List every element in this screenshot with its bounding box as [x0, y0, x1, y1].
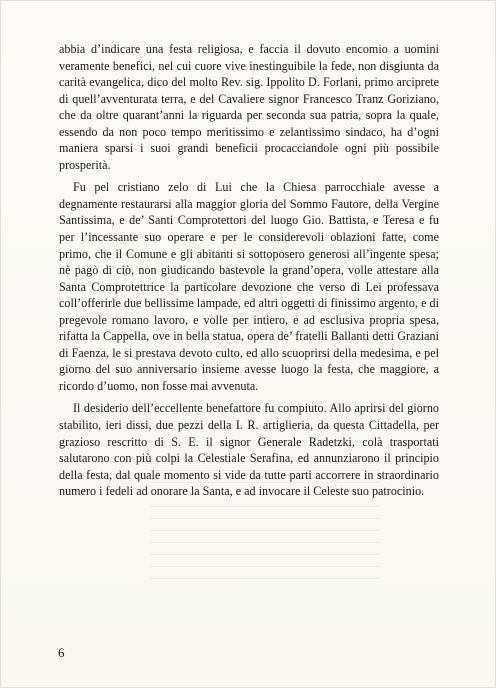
- paragraph-3: Il desiderio dell’eccellente benefattore fu compiuto. Allo aprirsi del giorno stabilito, ieri dissi, due pezzi della I. R. artiglieria, da questa Cittadella, per grazioso rescritto di S. E. il signor Generale Radetzki, colà trasportati salutarono con più colpi la Celestiale Serafina, ed annunziarono il principio della festa, dal quale momento si vide da tutte parti accorrere in straordinario numero i fedeli ad onorare la Santa, e ad invocare il Celeste suo patrocinio.: [59, 401, 439, 499]
- body-text: [59, 41, 439, 506]
- paragraph-2: Fu pel cristiano zelo di Lui che la Chiesa parrocchiale avesse a degnamente restaurarsi alla maggior gloria del Sommo Fautore, della Vergine Santissima, e de’ Santi Comprotettori del luogo Gio. Battista, e Teresa e fu per l’incessante suo operare e per le considerevoli oblazioni fatte, come primo, che il Comune e gli abitanti si sottoposero generosi all’ingente spesa; nè pagò di ciò, non giudicando bastevole la grand’opera, volle attestare alla Santa Comprotettrice la particolare devozione che verso di Lei professava coll’offerirle due bellissime lampade, ed altri oggetti di finissimo argento, e di pregevole romano lavoro, e volle per intiero, e ad esclusiva propria spesa, rifatta la Cappella, ove in bella statua, opera de’ fratelli Ballanti detti Graziani di Faenza, le si prestava devoto culto, ed allo scuoprirsi della medesima, e pel giorno del suo anniversario insieme avesse luogo la festa, che maggiore, a ricordo d’uomo, non fosse mai avvenuta.: [59, 180, 439, 393]
- paragraph-1: abbia d’indicare una festa religiosa, e faccia il dovuto encomio a uomini veramente benefici, nel cui cuore vive inestinguibile la fede, non disgiunta da carità evangelica, dico del molto Rev. sig. Ippolito D. Forlani, primo arciprete di quell’avventurata terra, e del Cavaliere signor Francesco Tranz Goriziano, che da oltre quarant’anni la riguarda per seconda sua patria, sopra la quale, essendo da non poco tempo meritissimo e zelantissimo sindaco, ha d’ogni maniera sparsi i suoi grandi beneficii procacciandole ogni più possibile prosperità.: [59, 42, 439, 172]
- page-number: 6: [58, 645, 65, 660]
